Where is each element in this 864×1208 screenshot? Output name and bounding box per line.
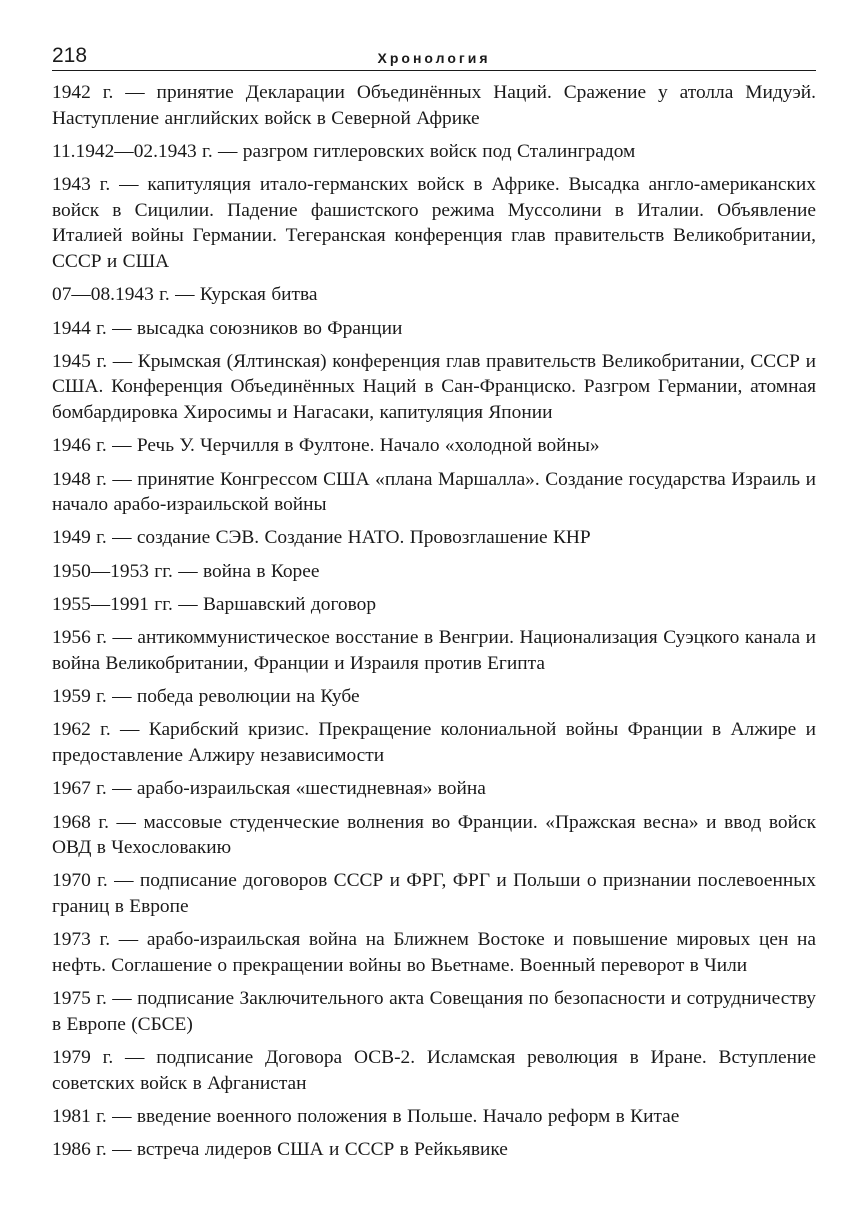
chronology-entry: 1981 г. — введение военного положения в Польше. Начало реформ в Китае xyxy=(52,1105,680,1127)
chronology-entry: 1967 г. — арабо-израильская «шестидневная» война xyxy=(52,778,486,800)
chronology-entry: 1986 г. — встреча лидеров США и СССР в Рейкьявике xyxy=(52,1139,508,1161)
chronology-entry: 1950—1953 гг. — война в Корее xyxy=(52,560,320,582)
chronology-entry: 1955—1991 гг. — Варшавский договор xyxy=(52,593,377,615)
chronology-entry: 07—08.1943 г. — Курская битва xyxy=(52,284,318,306)
chronology-entry: 1975 г. — подписание Заключительного акта Совещания по безопасности и сотрудничеству в Европе (СБСЕ) xyxy=(52,988,816,1035)
chronology-entry: 1973 г. — арабо-израильская война на Ближнем Востоке и повышение мировых цен на нефть. Соглашение о прекращении войны во Вьетнаме. Военный переворот в Чили xyxy=(52,929,816,976)
chronology-entry: 1968 г. — массовые студенческие волнения во Франции. «Пражская весна» и ввод войск ОВД в Чехословакию xyxy=(52,811,816,859)
chronology-entry: 1979 г. — подписание Договора ОСВ-2. Исламская революция в Иране. Вступление советских войск в Афганистан xyxy=(52,1047,816,1094)
chronology-entry: 1949 г. — создание СЭВ. Создание НАТО. Провозглашение КНР xyxy=(52,527,591,549)
page xyxy=(52,40,816,1171)
chronology-entry: 1942 г. — принятие Декларации Объединённых Наций. Сражение у атолла Мидуэй. Наступление английских войск в Северной Африке xyxy=(52,82,816,129)
running-head: Хронология xyxy=(377,50,491,66)
chronology-entry: 1946 г. — Речь У. Черчилля в Фултоне. Начало «холодной войны» xyxy=(52,435,600,457)
chronology-entry: 1962 г. — Карибский кризис. Прекращение колониальной войны Франции в Алжире и предоставление Алжиру независимости xyxy=(52,719,816,766)
chronology-entry: 1944 г. — высадка союзников во Франции xyxy=(52,317,403,339)
chronology-entry: 1943 г. — капитуляция итало-германских войск в Африке. Высадка англо-американских войск в Сицилии. Падение фашистского режима Муссолини в Италии. Объявление Италией войны Германии. Тегеранская конференция глав правительств Великобритании, СССР и США xyxy=(52,174,816,272)
chronology-entry: 1956 г. — антикоммунистическое восстание в Венгрии. Национализация Суэцкого канала и война Великобритании, Франции и Израиля против Египта xyxy=(52,627,816,674)
chronology-entry: 1945 г. — Крымская (Ялтинская) конференция глав правительств Великобритании, СССР и США. Конференция Объединённых Наций в Сан-Франциско. Разгром Германии, атомная бомбардировка Хиросимы и Нагасаки, капитуляция Японии xyxy=(52,350,816,423)
page-number: 218 xyxy=(52,44,88,67)
chronology-entry: 11.1942—02.1943 г. — разгром гитлеровских войск под Сталинградом xyxy=(52,140,636,162)
chronology-entry: 1948 г. — принятие Конгрессом США «плана Маршалла». Создание государства Израиль и начало арабо-израильской войны xyxy=(52,468,816,516)
page-header xyxy=(52,40,816,71)
chronology-entry: 1970 г. — подписание договоров СССР и ФРГ, ФРГ и Польши о признании послевоенных границ в Европе xyxy=(52,870,816,918)
chronology-list xyxy=(52,80,816,1163)
chronology-entry: 1959 г. — победа революции на Кубе xyxy=(52,686,360,708)
